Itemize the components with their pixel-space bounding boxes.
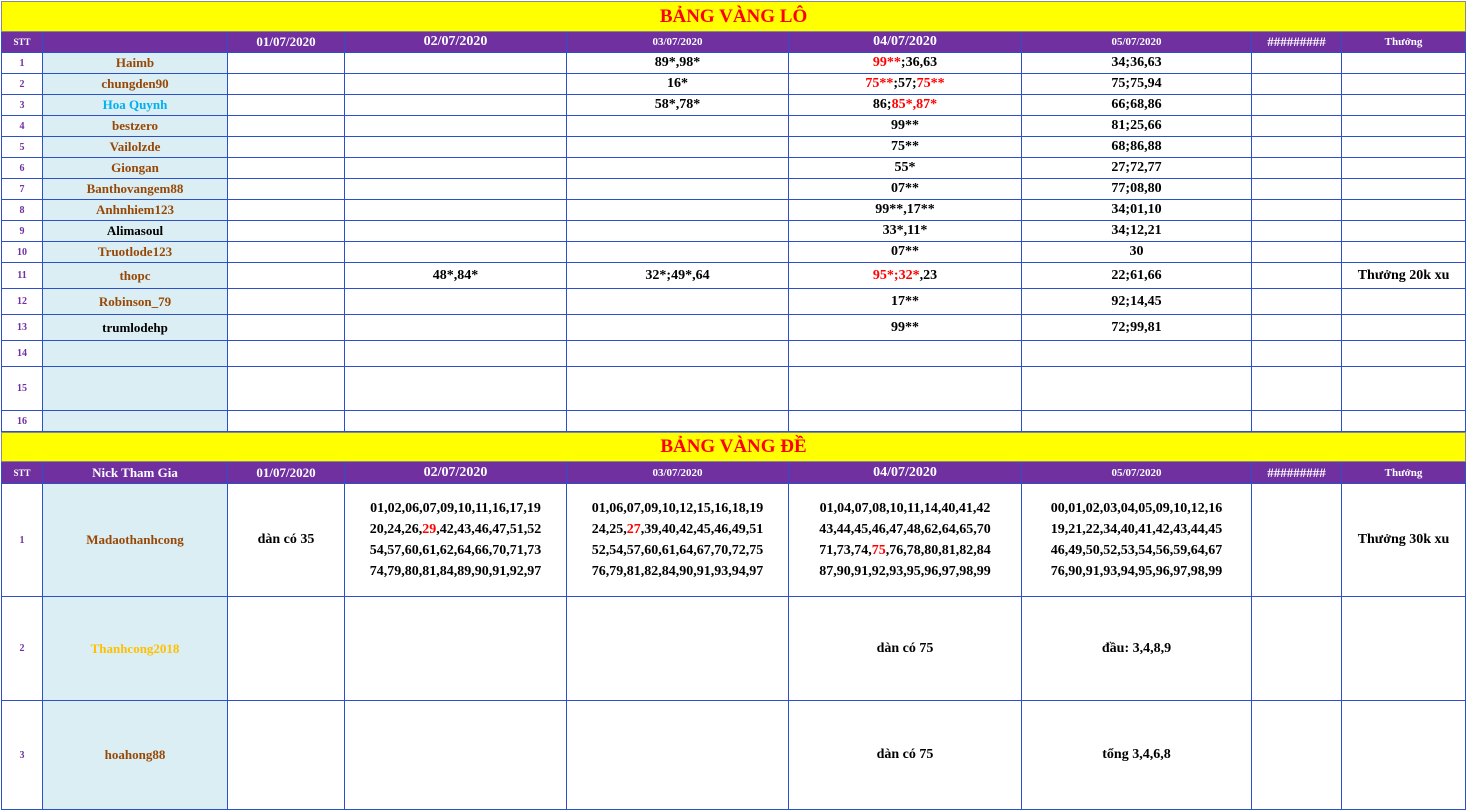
table-row [2, 411, 1466, 432]
day2-cell [345, 74, 567, 95]
lo-header-reward: Thưởng [1342, 32, 1466, 53]
de-table [1, 432, 1466, 810]
hash-cell [1252, 74, 1342, 95]
hit-numbers: 95*;32* [872, 267, 920, 283]
day1-cell [228, 74, 345, 95]
other-numbers: ;36,63 [900, 55, 938, 70]
number-line: 87,90,91,92,93,95,96,97,98,99 [819, 564, 991, 579]
table-row [2, 263, 1466, 289]
de-header-d4: 04/07/2020 [789, 462, 1022, 484]
lo-header-row [2, 32, 1466, 53]
day4-cell [789, 411, 1022, 432]
day5-cell: 30 [1022, 242, 1252, 263]
day3-cell [567, 289, 789, 315]
other-numbers: 86; [872, 97, 892, 112]
day1-cell [228, 411, 345, 432]
numbers: 24,25, [591, 522, 627, 537]
reward-cell [1342, 341, 1466, 367]
lo-title: BẢNG VÀNG LÔ [2, 2, 1466, 32]
player-nick: Alimasoul [43, 221, 228, 242]
day2-cell [345, 484, 567, 597]
day3-cell [567, 597, 789, 701]
table-row [2, 158, 1466, 179]
day5-cell: 75;75,94 [1022, 74, 1252, 95]
day2-cell [345, 221, 567, 242]
reward-cell [1342, 158, 1466, 179]
day1-cell [228, 116, 345, 137]
day1-cell [228, 137, 345, 158]
row-number: 14 [2, 341, 43, 367]
numbers: ,39,40,42,45,46,49,51 [640, 522, 764, 537]
day4-cell [789, 53, 1022, 74]
day2-cell [345, 341, 567, 367]
day5-cell: 77;08,80 [1022, 179, 1252, 200]
table-row [2, 367, 1466, 411]
table-row [2, 221, 1466, 242]
de-title: BẢNG VÀNG ĐỀ [2, 433, 1466, 462]
day5-cell: tổng 3,4,6,8 [1022, 701, 1252, 810]
number-line [569, 519, 786, 540]
player-nick [43, 367, 228, 411]
hash-cell [1252, 367, 1342, 411]
day2-cell [345, 315, 567, 341]
day3-cell [567, 221, 789, 242]
hit-number: 29 [422, 522, 437, 537]
de-header-reward: Thưởng [1342, 462, 1466, 484]
day2-cell [345, 701, 567, 810]
table-row [2, 242, 1466, 263]
day4-cell: 17** [789, 289, 1022, 315]
day4-cell: 75** [789, 137, 1022, 158]
day4-cell [789, 484, 1022, 597]
de-header-stt: STT [2, 462, 43, 484]
de-header-nick: Nick Tham Gia [43, 462, 228, 484]
hit-numbers: 75** [865, 76, 894, 91]
day5-cell: 72;99,81 [1022, 315, 1252, 341]
reward-cell [1342, 116, 1466, 137]
numbers: ,76,78,80,81,82,84 [885, 543, 991, 558]
day5-cell [1022, 484, 1252, 597]
row-number: 2 [2, 597, 43, 701]
hash-cell [1252, 341, 1342, 367]
hash-cell [1252, 242, 1342, 263]
player-nick: Hoa Quynh [43, 95, 228, 116]
day1-cell [228, 367, 345, 411]
reward-cell [1342, 315, 1466, 341]
de-header-d2: 02/07/2020 [345, 462, 567, 484]
day3-cell [567, 116, 789, 137]
day4-cell: 07** [789, 179, 1022, 200]
day5-cell [1022, 341, 1252, 367]
day1-cell: dàn có 35 [228, 484, 345, 597]
hash-cell [1252, 221, 1342, 242]
day1-cell [228, 315, 345, 341]
day5-cell: đầu: 3,4,8,9 [1022, 597, 1252, 701]
day4-cell: 99**,17** [789, 200, 1022, 221]
day4-cell [789, 95, 1022, 116]
day3-cell [567, 315, 789, 341]
player-nick: Giongan [43, 158, 228, 179]
row-number: 8 [2, 200, 43, 221]
number-line: 01,06,07,09,10,12,15,16,18,19 [591, 501, 764, 516]
numbers: ,42,43,46,47,51,52 [436, 522, 542, 537]
reward-cell [1342, 289, 1466, 315]
lo-header-d4: 04/07/2020 [789, 32, 1022, 53]
day1-cell [228, 158, 345, 179]
player-nick [43, 341, 228, 367]
de-header-d1: 01/07/2020 [228, 462, 345, 484]
hash-cell [1252, 701, 1342, 810]
day4-cell: 07** [789, 242, 1022, 263]
player-nick: Truotlode123 [43, 242, 228, 263]
day4-cell: dàn có 75 [789, 701, 1022, 810]
reward-cell: Thưởng 30k xu [1342, 484, 1466, 597]
other-numbers: ;57; [893, 76, 917, 91]
numbers: 71,73,74, [819, 543, 872, 558]
day3-cell [567, 484, 789, 597]
hash-cell [1252, 95, 1342, 116]
table-row [2, 597, 1466, 701]
reward-cell [1342, 411, 1466, 432]
day2-cell [345, 367, 567, 411]
day2-cell [345, 411, 567, 432]
reward-cell [1342, 74, 1466, 95]
day1-cell [228, 289, 345, 315]
player-nick: thopc [43, 263, 228, 289]
table-row [2, 289, 1466, 315]
number-line: 46,49,50,52,53,54,56,59,64,67 [1050, 543, 1223, 558]
day3-cell [567, 242, 789, 263]
lo-header-d5: 05/07/2020 [1022, 32, 1252, 53]
day2-cell [345, 158, 567, 179]
day3-cell [567, 411, 789, 432]
hash-cell [1252, 484, 1342, 597]
day4-cell: 99** [789, 116, 1022, 137]
day3-cell [567, 367, 789, 411]
hash-cell [1252, 289, 1342, 315]
day3-cell: 32*;49*,64 [567, 263, 789, 289]
number-line: 19,21,22,34,40,41,42,43,44,45 [1050, 522, 1223, 537]
hash-cell [1252, 315, 1342, 341]
player-nick: trumlodehp [43, 315, 228, 341]
day2-cell [345, 242, 567, 263]
day1-cell [228, 597, 345, 701]
row-number: 2 [2, 74, 43, 95]
hash-cell [1252, 179, 1342, 200]
day5-cell: 27;72,77 [1022, 158, 1252, 179]
number-line: 52,54,57,60,61,64,67,70,72,75 [591, 543, 764, 558]
reward-cell [1342, 179, 1466, 200]
de-header-d5: 05/07/2020 [1022, 462, 1252, 484]
lo-header-stt: STT [2, 32, 43, 53]
reward-cell [1342, 597, 1466, 701]
table-row [2, 53, 1466, 74]
table-row [2, 95, 1466, 116]
player-nick: Banthovangem88 [43, 179, 228, 200]
player-nick: chungden90 [43, 74, 228, 95]
player-nick: Madaothanhcong [43, 484, 228, 597]
day3-cell: 16* [567, 74, 789, 95]
day5-cell: 22;61,66 [1022, 263, 1252, 289]
day5-cell: 34;01,10 [1022, 200, 1252, 221]
numbers: 20,24,26, [369, 522, 423, 537]
row-number: 3 [2, 95, 43, 116]
table-row [2, 315, 1466, 341]
day1-cell [228, 53, 345, 74]
day1-cell [228, 95, 345, 116]
number-line: 76,79,81,82,84,90,91,93,94,97 [591, 564, 764, 579]
other-numbers: ,23 [919, 267, 938, 283]
day2-cell [345, 200, 567, 221]
hash-cell [1252, 158, 1342, 179]
player-nick [43, 411, 228, 432]
de-header-d3: 03/07/2020 [567, 462, 789, 484]
hash-cell [1252, 411, 1342, 432]
day5-cell [1022, 367, 1252, 411]
number-line: 01,04,07,08,10,11,14,40,41,42 [819, 501, 991, 516]
day4-cell: 99** [789, 315, 1022, 341]
day4-cell [789, 367, 1022, 411]
day4-cell [789, 263, 1022, 289]
day3-cell: 89*,98* [567, 53, 789, 74]
number-line: 74,79,80,81,84,89,90,91,92,97 [369, 564, 542, 579]
number-line: 76,90,91,93,94,95,96,97,98,99 [1050, 564, 1223, 579]
lo-header-d3: 03/07/2020 [567, 32, 789, 53]
row-number: 11 [2, 263, 43, 289]
day4-cell: 55* [789, 158, 1022, 179]
reward-cell [1342, 95, 1466, 116]
reward-cell [1342, 367, 1466, 411]
day2-cell: 48*,84* [345, 263, 567, 289]
hash-cell [1252, 263, 1342, 289]
day2-cell [345, 179, 567, 200]
day3-cell [567, 158, 789, 179]
day1-cell [228, 242, 345, 263]
day4-cell: 33*,11* [789, 221, 1022, 242]
day5-cell: 34;12,21 [1022, 221, 1252, 242]
day1-cell [228, 341, 345, 367]
lo-header-nick [43, 32, 228, 53]
day2-cell [345, 116, 567, 137]
de-header-row [2, 462, 1466, 484]
hit-number: 75 [871, 543, 886, 558]
hash-cell [1252, 116, 1342, 137]
row-number: 13 [2, 315, 43, 341]
reward-cell [1342, 221, 1466, 242]
reward-cell [1342, 242, 1466, 263]
day1-cell [228, 701, 345, 810]
row-number: 15 [2, 367, 43, 411]
hash-cell [1252, 53, 1342, 74]
row-number: 4 [2, 116, 43, 137]
hash-cell [1252, 137, 1342, 158]
lo-header-d2: 02/07/2020 [345, 32, 567, 53]
day3-cell [567, 179, 789, 200]
day5-cell: 92;14,45 [1022, 289, 1252, 315]
row-number: 5 [2, 137, 43, 158]
table-row [2, 74, 1466, 95]
reward-cell [1342, 701, 1466, 810]
row-number: 16 [2, 411, 43, 432]
table-row [2, 701, 1466, 810]
day3-cell [567, 701, 789, 810]
row-number: 9 [2, 221, 43, 242]
day3-cell [567, 137, 789, 158]
table-row [2, 179, 1466, 200]
number-line: 43,44,45,46,47,48,62,64,65,70 [819, 522, 991, 537]
day2-cell [345, 53, 567, 74]
day5-cell: 81;25,66 [1022, 116, 1252, 137]
player-nick: bestzero [43, 116, 228, 137]
table-row [2, 137, 1466, 158]
hit-number: 27 [626, 522, 641, 537]
player-nick: Vailolzde [43, 137, 228, 158]
day3-cell: 58*,78* [567, 95, 789, 116]
day3-cell [567, 341, 789, 367]
de-header-hash: ######### [1252, 462, 1342, 484]
lo-header-d1: 01/07/2020 [228, 32, 345, 53]
row-number: 1 [2, 53, 43, 74]
row-number: 7 [2, 179, 43, 200]
day2-cell [345, 95, 567, 116]
day5-cell: 68;86,88 [1022, 137, 1252, 158]
number-line: 54,57,60,61,62,64,66,70,71,73 [369, 543, 542, 558]
table-row [2, 484, 1466, 597]
player-nick: Anhnhiem123 [43, 200, 228, 221]
lo-header-hash: ######### [1252, 32, 1342, 53]
day2-cell [345, 289, 567, 315]
day2-cell [345, 597, 567, 701]
player-nick: hoahong88 [43, 701, 228, 810]
table-row [2, 200, 1466, 221]
hash-cell [1252, 597, 1342, 701]
table-row [2, 116, 1466, 137]
number-line [791, 540, 1019, 561]
row-number: 3 [2, 701, 43, 810]
day1-cell [228, 263, 345, 289]
table-row [2, 341, 1466, 367]
day5-cell: 34;36,63 [1022, 53, 1252, 74]
lo-table [1, 1, 1466, 432]
reward-cell [1342, 137, 1466, 158]
day5-cell [1022, 411, 1252, 432]
player-nick: Thanhcong2018 [43, 597, 228, 701]
row-number: 1 [2, 484, 43, 597]
reward-cell [1342, 53, 1466, 74]
player-nick: Robinson_79 [43, 289, 228, 315]
hit-numbers: 85*,87* [891, 97, 938, 112]
number-line: 01,02,06,07,09,10,11,16,17,19 [370, 501, 541, 516]
day3-cell [567, 200, 789, 221]
hit-numbers: 75** [916, 76, 945, 91]
day5-cell: 66;68,86 [1022, 95, 1252, 116]
day4-cell [789, 74, 1022, 95]
reward-cell: Thưởng 20k xu [1342, 263, 1466, 289]
row-number: 12 [2, 289, 43, 315]
number-line [347, 519, 564, 540]
day2-cell [345, 137, 567, 158]
hit-numbers: 99** [872, 55, 901, 70]
day1-cell [228, 200, 345, 221]
hash-cell [1252, 200, 1342, 221]
player-nick: Haimb [43, 53, 228, 74]
row-number: 6 [2, 158, 43, 179]
row-number: 10 [2, 242, 43, 263]
number-line: 00,01,02,03,04,05,09,10,12,16 [1050, 501, 1223, 516]
day4-cell [789, 341, 1022, 367]
day4-cell: dàn có 75 [789, 597, 1022, 701]
reward-cell [1342, 200, 1466, 221]
day1-cell [228, 179, 345, 200]
day1-cell [228, 221, 345, 242]
